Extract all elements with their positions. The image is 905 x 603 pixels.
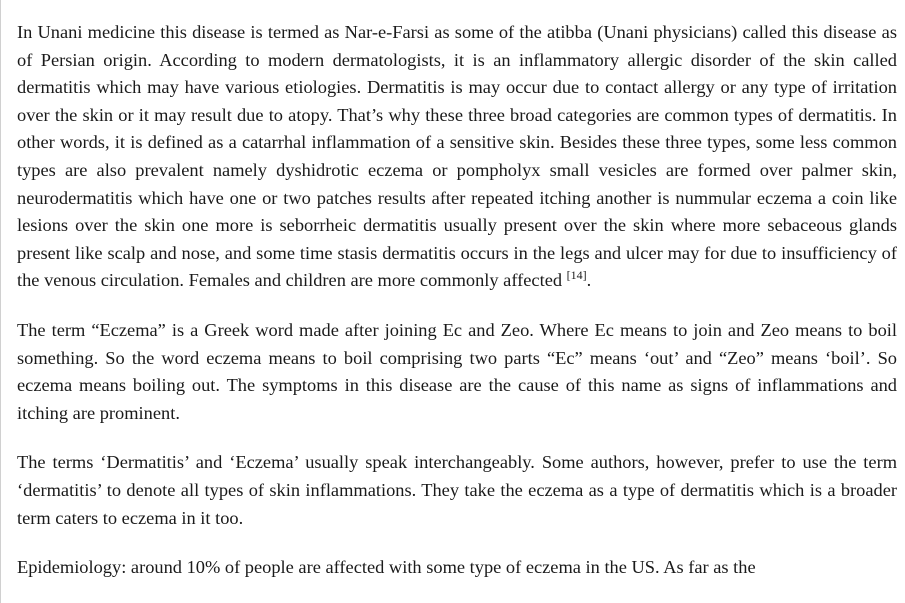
paragraph-terminology [17,449,897,532]
paragraph-unani-definition [17,19,897,295]
paragraph-end: . [586,270,592,291]
paragraph-etymology [17,317,897,427]
paragraph-text: In Unani medicine this disease is termed as Nar-e-Farsi as some of the atibba (Unani physicians) called this disease as of Persian origin. According to modern dermatologists, it is an inflammatory allergic disorder of the skin called dermatitis which may have various etiologies. Dermatitis is may occur due to contact allergy or any type of irritation over the skin or it may result due to atopy. That’s why these three broad categories are common types of dermatitis. In other words, it is defined as a catarrhal inflammation of a sensitive skin. Besides these three types, some less common types are also prevalent namely dyshidrotic eczema or pompholyx small vesicles are formed over palmer skin, neurodermatitis which have one or two patches results after repeated itching another is nummular eczema a coin like lesions over the skin one more is seborrheic dermatitis usually present over the skin where more sebaceous glands present like scalp and nose, and some time stasis dermatitis occurs in the legs and ulcer may for due to insufficiency of the venous circulation. Females and children are more commonly affected [17,22,897,291]
paragraph-text: Epidemiology: around 10% of people are affected with some type of eczema in the US. As far as the [17,557,756,578]
citation-reference[interactable]: [14] [566,268,587,283]
paragraph-text: The term “Eczema” is a Greek word made after joining Ec and Zeo. Where Ec means to join and Zeo means to boil something. So the word eczema means to boil comprising two parts “Ec” means ‘out’ and “Zeo” means ‘boil’. So eczema means boiling out. The symptoms in this disease are the cause of this name as signs of inflammations and itching are prominent. [17,319,897,423]
article-body [17,19,897,603]
paragraph-text: The terms ‘Dermatitis’ and ‘Eczema’ usually speak interchangeably. Some authors, however, prefer to use the term ‘dermatitis’ to denote all types of skin inflammations. They take the eczema as a type of dermatitis which is a broader term caters to eczema in it too. [17,452,897,528]
paragraph-epidemiology [17,554,897,582]
